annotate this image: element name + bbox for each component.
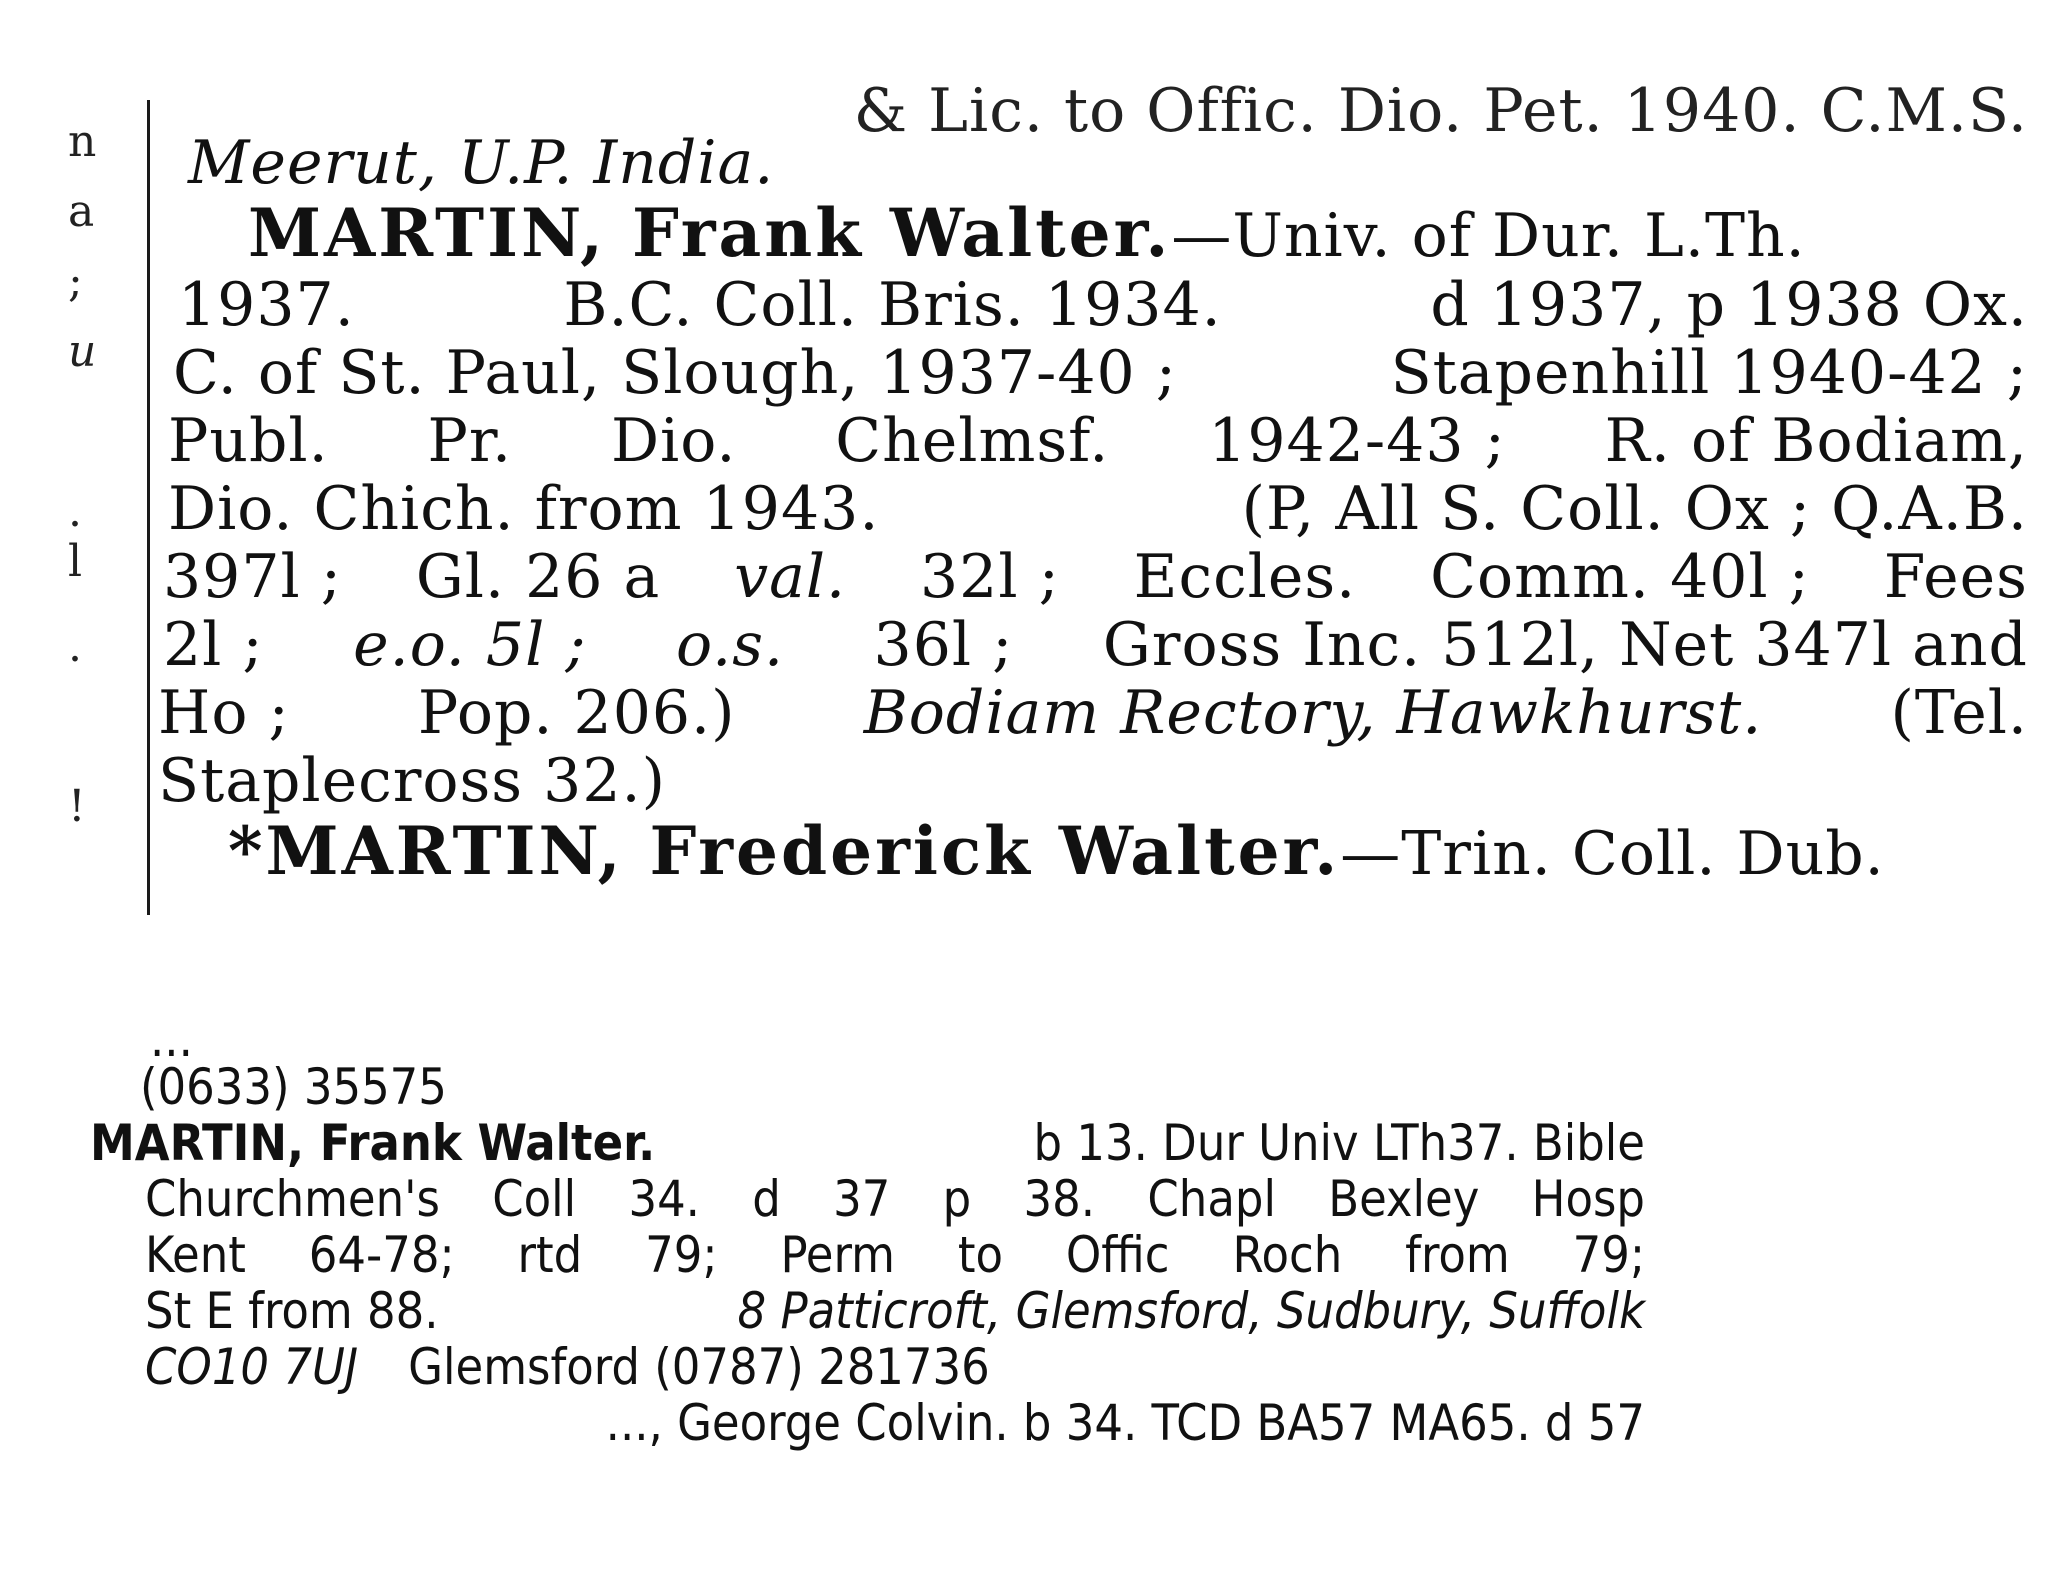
entry2-name: MARTIN, Frank Walter. xyxy=(90,1114,656,1172)
entry-line: 2l ; e.o. 5l ; o.s. 36l ; Gross Inc. 512l, Net 347l and xyxy=(163,610,2028,680)
margin-char: . xyxy=(68,621,82,672)
margin-char: a xyxy=(68,186,95,237)
entry2-line: St E from 88. 8 Patticroft, Glemsford, Sudbury, Suffolk xyxy=(145,1282,1645,1340)
cut-line-top: & Lic. to Offic. Dio. Pet. 1940. C.M.S. xyxy=(853,76,2028,146)
phone-previous: (0633) 35575 xyxy=(140,1058,447,1116)
entry-line: 397l ; Gl. 26 a val. 32l ; Eccles. Comm. 40l ; Fees xyxy=(163,542,2028,612)
next-entry-heading: *MARTIN, Frederick Walter.—Trin. Coll. Dub. xyxy=(228,812,1885,890)
margin-char: ! xyxy=(68,781,86,832)
entry-line: 1937. B.C. Coll. Bris. 1934. d 1937, p 1938 Ox. xyxy=(178,270,2028,340)
entry2-line: Churchmen's Coll 34. d 37 p 38. Chapl Bexley Hosp xyxy=(145,1170,1645,1228)
entry-line: C. of St. Paul, Slough, 1937-40 ; Stapenhill 1940-42 ; xyxy=(173,338,2028,408)
entry2-heading-line: MARTIN, Frank Walter. b 13. Dur Univ LTh37. Bible xyxy=(90,1114,1645,1172)
entry-heading-line: MARTIN, Frank Walter.—Univ. of Dur. L.Th. xyxy=(248,194,1806,272)
entry2-line: CO10 7UJ Glemsford (0787) 281736 xyxy=(145,1338,990,1396)
clipping-newer-entry xyxy=(90,1010,1650,1470)
margin-char: u xyxy=(68,326,97,377)
previous-address: Meerut, U.P. India. xyxy=(188,128,775,198)
margin-char: l xyxy=(68,536,83,587)
entry-name: MARTIN, Frank Walter. xyxy=(248,194,1172,272)
entry-line: Dio. Chich. from 1943. (P, All S. Coll. Ox ; Q.A.B. xyxy=(168,474,2028,544)
entry-line: Publ. Pr. Dio. Chelmsf. 1942-43 ; R. of Bodiam, xyxy=(168,406,2028,476)
entry-line: Ho ; Pop. 206.) Bodiam Rectory, Hawkhurst. (Tel. xyxy=(158,678,2028,748)
entry2-line-cut: ..., George Colvin. b 34. TCD BA57 MA65. d 57 xyxy=(605,1394,1645,1452)
cut-line-top: ... xyxy=(150,1010,193,1068)
entry2-line: Kent 64-78; rtd 79; Perm to Offic Roch from 79; xyxy=(145,1226,1645,1284)
margin-char: . xyxy=(68,486,82,537)
margin-char: n xyxy=(68,116,97,167)
column-rule xyxy=(147,100,150,915)
entry-line: Staplecross 32.) xyxy=(158,746,666,816)
margin-char: ; xyxy=(68,256,83,307)
